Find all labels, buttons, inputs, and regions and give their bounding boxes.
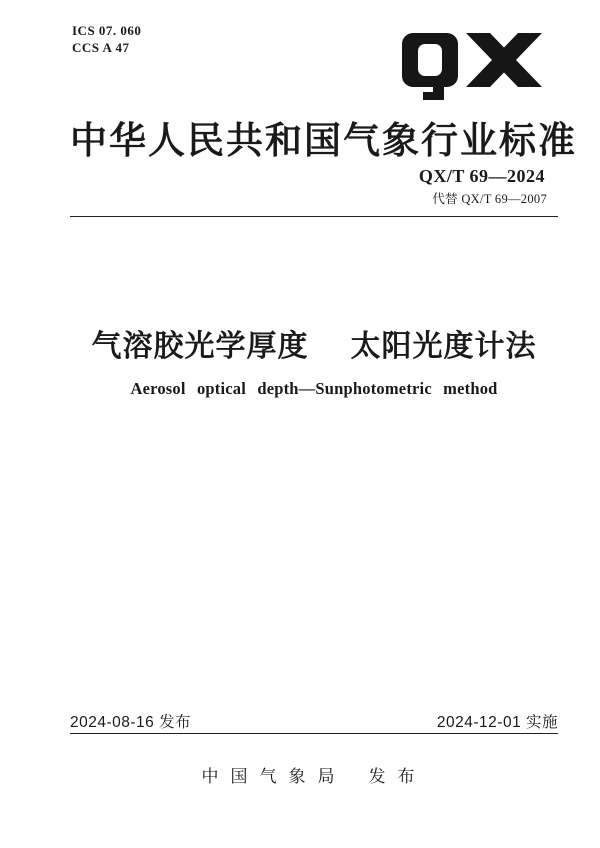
ccs-code: CCS A 47: [72, 40, 130, 55]
standard-class-heading: 中华人民共和国气象行业标准: [70, 120, 577, 161]
publisher-line: [70, 762, 558, 787]
separator-line-bottom: [70, 733, 558, 734]
standard-code: QX/T 69—2024: [418, 166, 545, 186]
supersedes-note: 代替 QX/T 69—2007: [432, 192, 547, 206]
separator-line-top: [70, 216, 558, 217]
document-title-cn: [70, 321, 558, 365]
dates-row: [70, 710, 558, 732]
ics-code: ICS 07. 060: [72, 23, 142, 38]
publisher-action: 发布: [368, 767, 427, 786]
qx-logo-icon: [402, 33, 542, 103]
document-title-cn-part1: 气溶胶光学厚度: [91, 330, 309, 363]
effective-date: 2024-12-01 实施: [436, 714, 558, 731]
publisher-name: 中国气象局: [201, 767, 347, 786]
issue-date: 2024-08-16 发布: [70, 714, 192, 731]
document-title-cn-part2: 太阳光度计法: [350, 330, 537, 363]
document-title-en: Aerosol optical depth—Sunphotometric method: [130, 379, 498, 398]
classification-codes: [72, 22, 141, 56]
